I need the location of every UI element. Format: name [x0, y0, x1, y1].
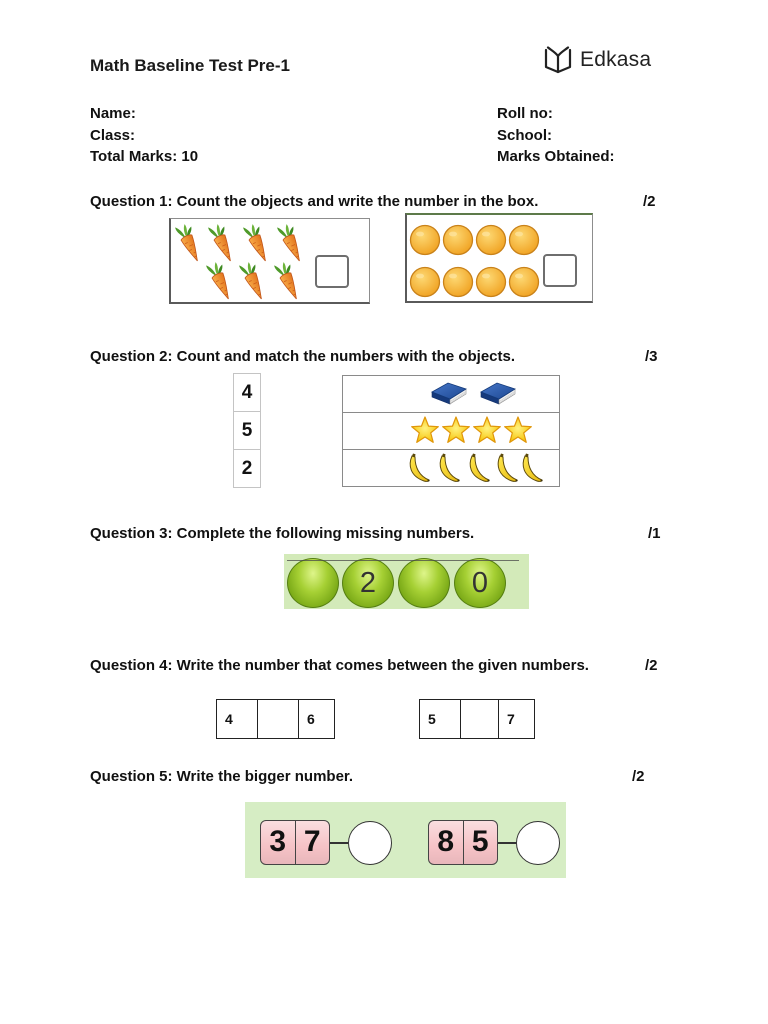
- answer-circle: [348, 821, 392, 865]
- question-4-text: Question 4: Write the number that comes between the given numbers.: [90, 657, 589, 674]
- banana-icon: [407, 453, 431, 483]
- number-cell: 5: [234, 412, 260, 450]
- question-1-marks: /2: [643, 193, 656, 210]
- question-3-marks: /1: [648, 525, 661, 542]
- question-5-marks: /2: [632, 768, 645, 785]
- question-2-marks: /3: [645, 348, 658, 365]
- book-icon: [478, 380, 518, 408]
- star-icon: [472, 416, 502, 446]
- sequence-cell: 7: [507, 711, 515, 727]
- school-label: School:: [497, 127, 552, 144]
- answer-circle: [516, 821, 560, 865]
- carrot-icon: [273, 220, 310, 266]
- logo-text: Edkasa: [580, 48, 652, 71]
- marks-obtained-label: Marks Obtained:: [497, 148, 615, 165]
- two-digit-number: [428, 820, 498, 865]
- sequence-cell: 6: [307, 711, 315, 727]
- ones-digit: 5: [471, 825, 489, 858]
- bead-string: [287, 560, 519, 561]
- number-bead: [287, 558, 339, 608]
- question-1-text: Question 1: Count the objects and write the number in the box.: [90, 193, 539, 210]
- star-icon: [503, 416, 533, 446]
- question-2-text: Question 2: Count and match the numbers with the objects.: [90, 348, 516, 365]
- compare-numbers-panel: [245, 802, 566, 878]
- objects-row-stars: [343, 413, 559, 450]
- carrot-icon: [171, 220, 208, 266]
- orange-icon: [409, 266, 441, 298]
- orange-icon: [508, 224, 540, 256]
- carrot-icon: [202, 258, 239, 304]
- number-bead: [398, 558, 450, 608]
- orange-icon: [475, 224, 507, 256]
- question-3-text: Question 3: Complete the following missing numbers.: [90, 525, 475, 542]
- orange-icon: [442, 224, 474, 256]
- banana-icon: [437, 453, 461, 483]
- orange-icon: [442, 266, 474, 298]
- orange-group-box: [405, 213, 593, 303]
- connector-line: [498, 842, 516, 844]
- carrot-icon: [270, 258, 307, 304]
- number-bead: 2: [342, 558, 394, 608]
- objects-row-books: [343, 376, 559, 413]
- tens-digit: 3: [261, 821, 296, 864]
- sequence-blank-cell: [461, 700, 499, 738]
- open-book-icon: [543, 46, 573, 74]
- bead-number-strip: [284, 554, 529, 609]
- orange-icon: [475, 266, 507, 298]
- banana-icon: [495, 453, 519, 483]
- connector-line: [330, 842, 348, 844]
- objects-table: [342, 375, 560, 487]
- orange-icon: [508, 266, 540, 298]
- answer-box: [543, 254, 577, 287]
- star-icon: [410, 416, 440, 446]
- carrot-icon: [239, 220, 276, 266]
- objects-row-bananas: [343, 450, 559, 486]
- tens-digit: 8: [429, 821, 464, 864]
- number-column: [233, 373, 261, 488]
- total-marks-label: Total Marks: 10: [90, 148, 199, 165]
- orange-icon: [409, 224, 441, 256]
- name-label: Name:: [90, 105, 136, 122]
- banana-icon: [467, 453, 491, 483]
- number-cell: 4: [234, 374, 260, 412]
- carrot-group-box: [169, 218, 370, 304]
- roll-no-label: Roll no:: [497, 105, 553, 122]
- question-4-marks: /2: [645, 657, 658, 674]
- book-icon: [429, 380, 469, 408]
- answer-box: [315, 255, 349, 288]
- number-sequence-box: [216, 699, 335, 739]
- ones-digit: 7: [303, 825, 321, 858]
- number-cell: 2: [241, 458, 253, 479]
- number-sequence-box: [419, 699, 535, 739]
- carrot-icon: [235, 258, 272, 304]
- number-bead: 0: [454, 558, 506, 608]
- edkasa-logo: [543, 46, 651, 74]
- class-label: Class:: [90, 127, 136, 144]
- sequence-cell: 5: [420, 700, 461, 738]
- sequence-blank-cell: [258, 700, 299, 738]
- page-title: Math Baseline Test Pre-1: [90, 56, 290, 75]
- question-5-text: Question 5: Write the bigger number.: [90, 768, 354, 785]
- two-digit-number: [260, 820, 330, 865]
- star-icon: [441, 416, 471, 446]
- sequence-cell: 4: [217, 700, 258, 738]
- banana-icon: [520, 453, 544, 483]
